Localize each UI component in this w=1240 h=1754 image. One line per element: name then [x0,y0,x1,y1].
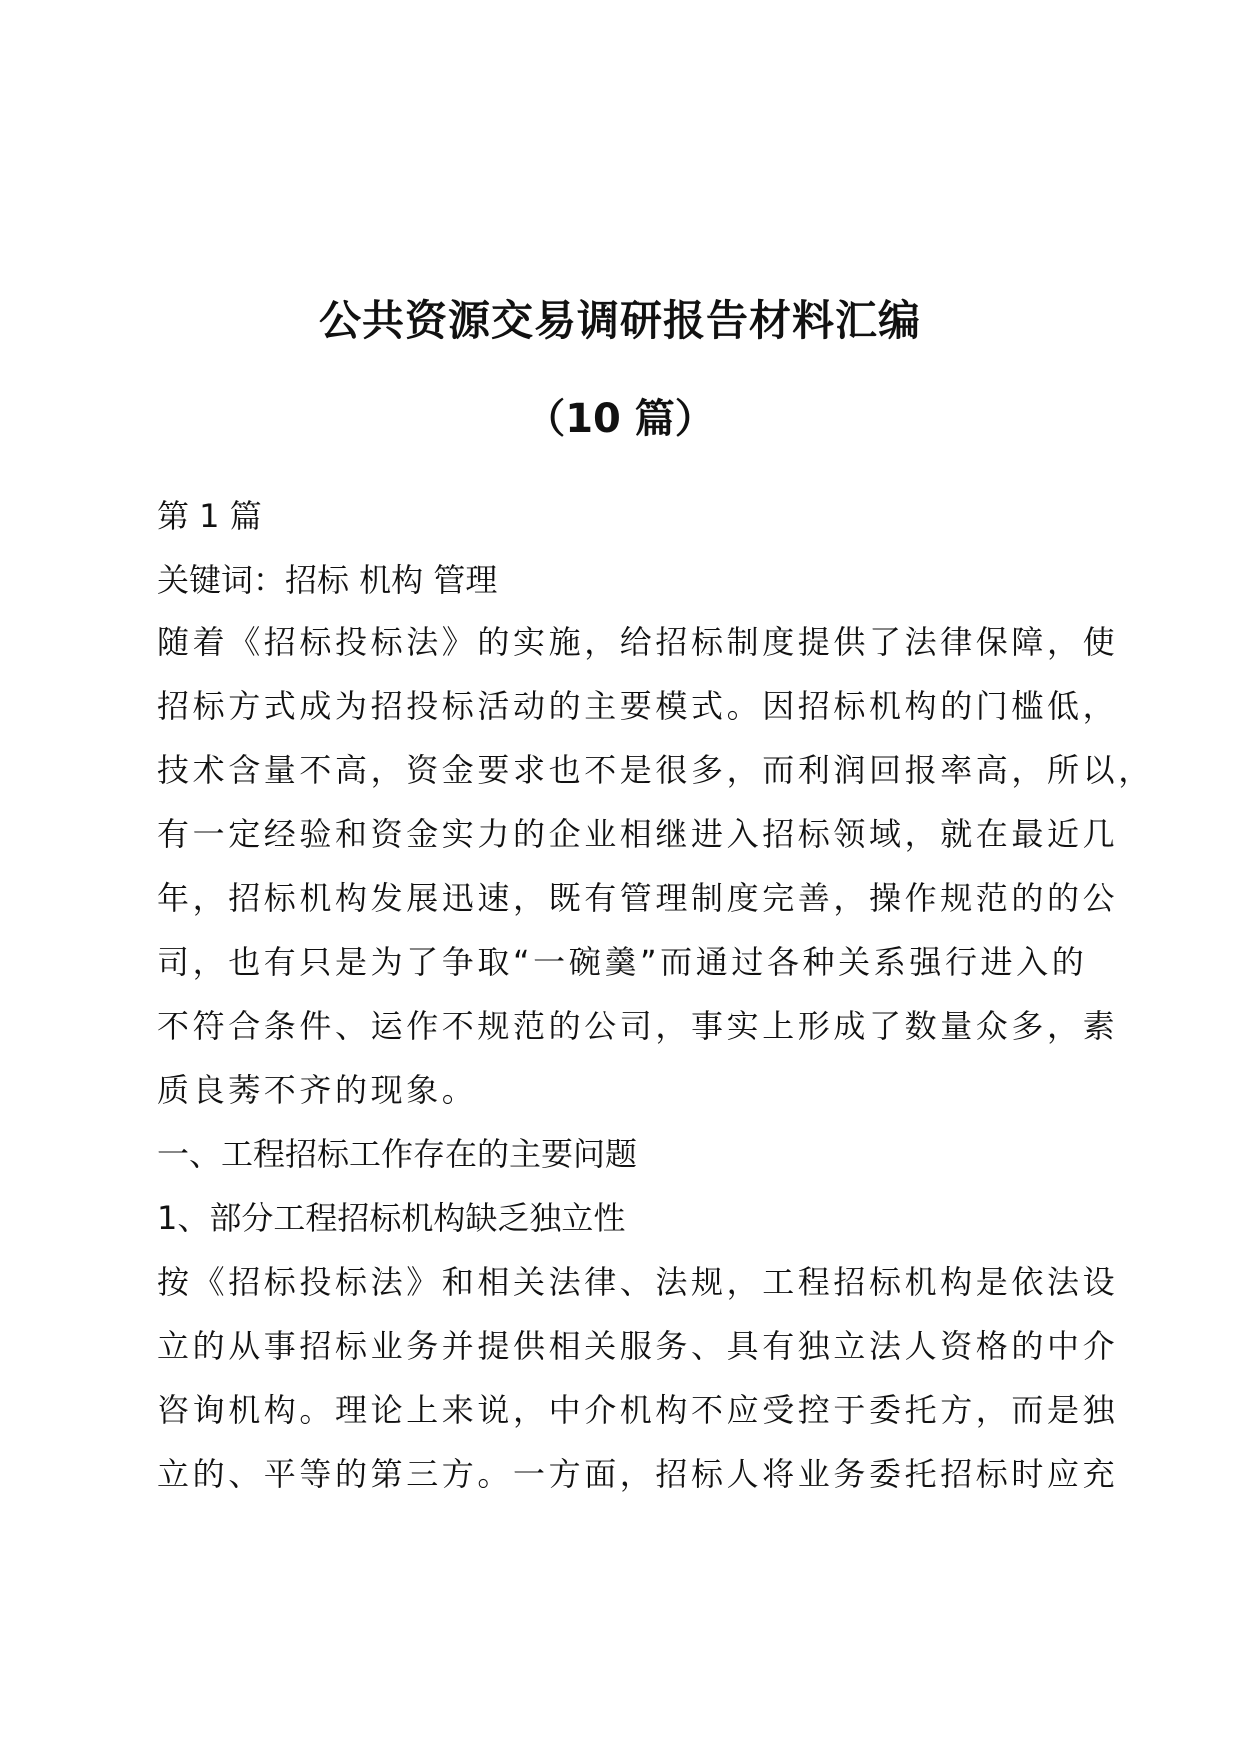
paragraph-line: 按《招标投标法》和相关法律、法规，工程招标机构是依法设 [157,1263,1119,1301]
document-title: 公共资源交易调研报告材料汇编 [318,296,921,345]
paragraph-line: 随着《招标投标法》的实施，给招标制度提供了法律保障，使 [157,623,1119,661]
keywords-line: 关键词：招标 机构 管理 [157,561,498,599]
section-heading: 一、工程招标工作存在的主要问题 [157,1135,638,1173]
paragraph-line: 不符合条件、运作不规范的公司，事实上形成了数量众多，素 [157,1007,1119,1045]
paragraph-line: 立的、平等的第三方。一方面，招标人将业务委托招标时应充 [157,1455,1119,1493]
section-label: 第 1 篇 [157,497,262,535]
paragraph-line: 招标方式成为招投标活动的主要模式。因招标机构的门槛低， [157,687,1119,725]
paragraph-line: 年，招标机构发展迅速，既有管理制度完善，操作规范的的公 [157,879,1119,917]
paragraph-line: 司，也有只是为了争取“一碗羹”而通过各种关系强行进入的 [157,943,1088,981]
paragraph-line: 立的从事招标业务并提供相关服务、具有独立法人资格的中介 [157,1327,1119,1365]
subsection-heading: 1、部分工程招标机构缺乏独立性 [157,1199,626,1237]
paragraph-line: 有一定经验和资金实力的企业相继进入招标领域，就在最近几 [157,815,1119,853]
document-subtitle: （10 篇） [525,396,715,442]
paragraph-line: 技术含量不高，资金要求也不是很多，而利润回报率高，所以， [157,751,1154,789]
paragraph-line: 咨询机构。理论上来说，中介机构不应受控于委托方，而是独 [157,1391,1119,1429]
paragraph-line: 质良莠不齐的现象。 [157,1071,478,1109]
